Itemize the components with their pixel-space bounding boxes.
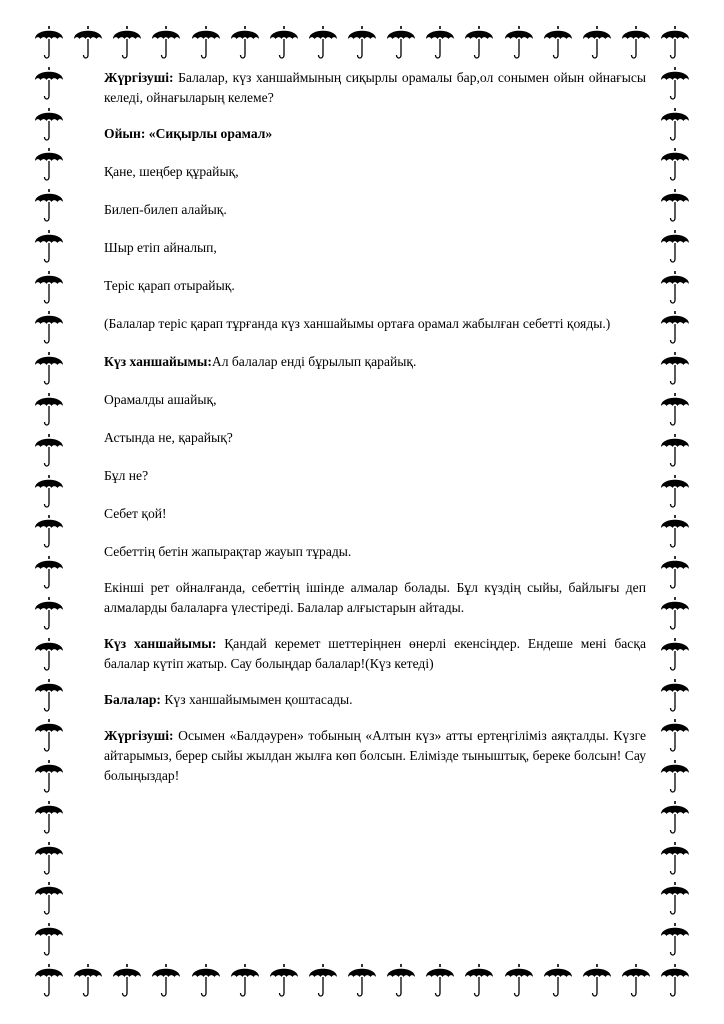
paragraph [104, 726, 646, 786]
umbrella-icon [621, 962, 651, 1000]
umbrella-icon [660, 65, 690, 103]
umbrella-icon [34, 65, 64, 103]
paragraph-text: Күз ханшайымымен қоштасады. [160, 692, 353, 707]
umbrella-icon [269, 24, 299, 62]
paragraph [104, 238, 646, 258]
umbrella-icon [230, 962, 260, 1000]
umbrella-icon [34, 677, 64, 715]
paragraph [104, 690, 646, 710]
umbrella-icon [347, 24, 377, 62]
umbrella-icon [34, 799, 64, 837]
speaker-label: Балалар: [104, 692, 161, 707]
paragraph [104, 314, 646, 334]
paragraph [104, 428, 646, 448]
umbrella-icon [34, 636, 64, 674]
umbrella-icon [73, 24, 103, 62]
speaker-label: Күз ханшайымы: [104, 636, 217, 651]
umbrella-icon [34, 146, 64, 184]
umbrella-icon [660, 677, 690, 715]
paragraph-text: Осымен «Балдәурен» тобының «Алтын күз» атты ертеңгіліміз аяқталды. Күзге айтарымыз, берер сыйы жылдан жылға көп болсын. Елімізде тыныштық, береке болсын! Сау болыңыздар! [104, 728, 646, 783]
umbrella-icon [269, 962, 299, 1000]
paragraph-text: Билеп-билеп алайық. [104, 202, 227, 217]
paragraph-text: Себеттің бетін жапырақтар жауып тұрады. [104, 544, 352, 559]
paragraph-text: (Балалар теріс қарап тұрғанда күз ханшайымы ортаға орамал жабылған себетті қояды.) [104, 316, 611, 331]
game-title: Ойын: «Сиқырлы орамал» [104, 126, 273, 141]
paragraph-text: Қане, шеңбер құрайық, [104, 164, 239, 179]
umbrella-icon [582, 24, 612, 62]
umbrella-icon [34, 717, 64, 755]
umbrella-icon [386, 24, 416, 62]
umbrella-icon [660, 799, 690, 837]
umbrella-icon [660, 473, 690, 511]
paragraph [104, 504, 646, 524]
umbrella-icon [34, 595, 64, 633]
umbrella-icon [34, 962, 64, 1000]
umbrella-icon [112, 962, 142, 1000]
umbrella-icon [34, 921, 64, 959]
umbrella-icon [34, 187, 64, 225]
paragraph-text: Ал балалар енді бұрылып қарайық. [211, 354, 417, 369]
umbrella-icon [34, 513, 64, 551]
umbrella-icon [660, 269, 690, 307]
paragraph [104, 466, 646, 486]
paragraph [104, 162, 646, 182]
umbrella-icon [582, 962, 612, 1000]
umbrella-icon [660, 717, 690, 755]
paragraph-text: Астында не, қарайық? [104, 430, 233, 445]
umbrella-icon [34, 309, 64, 347]
umbrella-icon [151, 962, 181, 1000]
umbrella-icon [660, 146, 690, 184]
umbrella-icon [660, 840, 690, 878]
paragraph-text: Балалар, күз ханшаймының сиқырлы орамалы бар,ол сонымен ойын ойнағысы келеді, ойнағыларың келеме? [104, 70, 646, 105]
paragraph [104, 542, 646, 562]
umbrella-icon [230, 24, 260, 62]
umbrella-icon [660, 350, 690, 388]
umbrella-icon [34, 106, 64, 144]
speaker-label: Жүргізуші: [104, 70, 174, 85]
umbrella-icon [34, 228, 64, 266]
umbrella-icon [660, 513, 690, 551]
umbrella-icon [112, 24, 142, 62]
umbrella-icon [660, 962, 690, 1000]
umbrella-icon [34, 880, 64, 918]
speaker-label: Жүргізуші: [104, 728, 174, 743]
document-body [104, 68, 646, 786]
umbrella-icon [660, 758, 690, 796]
paragraph-text: Себет қой! [104, 506, 167, 521]
umbrella-icon [34, 758, 64, 796]
umbrella-icon [621, 24, 651, 62]
umbrella-icon [34, 24, 64, 62]
umbrella-icon [191, 24, 221, 62]
paragraph [104, 634, 646, 674]
umbrella-icon [660, 106, 690, 144]
umbrella-icon [34, 554, 64, 592]
paragraph-text: Шыр етіп айналып, [104, 240, 217, 255]
paragraph-text: Теріс қарап отырайық. [104, 278, 235, 293]
paragraph-text: Орамалды ашайық, [104, 392, 217, 407]
umbrella-icon [660, 24, 690, 62]
umbrella-icon [34, 391, 64, 429]
umbrella-icon [660, 636, 690, 674]
umbrella-icon [73, 962, 103, 1000]
umbrella-icon [34, 432, 64, 470]
umbrella-icon [660, 228, 690, 266]
paragraph [104, 200, 646, 220]
umbrella-icon [660, 187, 690, 225]
paragraph [104, 390, 646, 410]
paragraph [104, 578, 646, 618]
umbrella-icon [347, 962, 377, 1000]
paragraph-text: Екінші рет ойналғанда, себеттің ішінде алмалар болады. Бұл күздің сыйы, байлығы деп алмаларды балаларға үлестіреді. Балалар алғыстарын айтады. [104, 580, 646, 615]
umbrella-icon [504, 24, 534, 62]
umbrella-icon [543, 24, 573, 62]
umbrella-icon [504, 962, 534, 1000]
umbrella-icon [425, 24, 455, 62]
umbrella-icon [660, 880, 690, 918]
umbrella-icon [425, 962, 455, 1000]
umbrella-icon [464, 962, 494, 1000]
paragraph [104, 68, 646, 108]
umbrella-icon [191, 962, 221, 1000]
umbrella-icon [151, 24, 181, 62]
paragraph-text: Қандай керемет шеттеріңнен өнерлі екенсіңдер. Ендеше мені басқа балалар күтіп жатыр. Сау болыңдар балалар!(Күз кетеді) [104, 636, 646, 671]
umbrella-icon [660, 554, 690, 592]
umbrella-icon [386, 962, 416, 1000]
umbrella-icon [660, 391, 690, 429]
paragraph [104, 124, 646, 144]
speaker-label: Күз ханшайымы: [104, 354, 212, 369]
umbrella-icon [308, 24, 338, 62]
umbrella-icon [660, 595, 690, 633]
umbrella-icon [660, 309, 690, 347]
umbrella-icon [34, 350, 64, 388]
paragraph [104, 276, 646, 296]
umbrella-icon [34, 269, 64, 307]
umbrella-icon [543, 962, 573, 1000]
umbrella-icon [34, 473, 64, 511]
paragraph-text: Бұл не? [104, 468, 149, 483]
umbrella-icon [660, 921, 690, 959]
umbrella-icon [660, 432, 690, 470]
umbrella-icon [308, 962, 338, 1000]
paragraph [104, 352, 646, 372]
umbrella-icon [464, 24, 494, 62]
umbrella-icon [34, 840, 64, 878]
